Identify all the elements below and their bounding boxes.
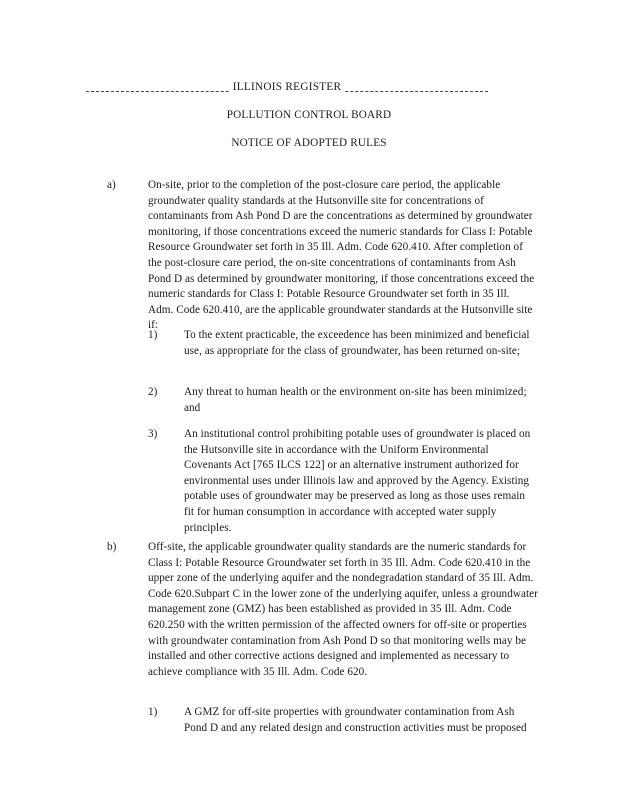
register-header [86,80,488,94]
section-b-label: b) [107,541,117,553]
item-a3-label: 3) [148,428,158,440]
section-a-text: On-site, prior to the completion of the post-closure care period, the applicable groundwater quality standards at the Hutsonville site for concentrations of contaminants from Ash Pond D are the concentrations as determined by groundwater monitoring, if those concentrations exceed the numeric standards for Class I: Potable Resource Groundwater set forth in 35 Ill. Adm. Code 620.410. After completion of the post-closure care period, the on-site concentrations of contaminants from Ash Pond D as determined by groundwater monitoring, if those concentrations exceed the numeric standards for Class I: Potable Resource Groundwater set forth in 35 Ill. Adm. Code 620.410, are the applicable groundwater standards at the Hutsonville site if: [148,179,535,332]
board-title: POLLUTION CONTROL BOARD [226,109,392,121]
notice-title: NOTICE OF ADOPTED RULES [231,137,387,149]
item-b1-text: A GMZ for off-site properties with groundwater contamination from Ash Pond D and any related design and construction activities must be proposed [184,706,527,734]
item-b1-label: 1) [148,706,158,718]
item-a2-label: 2) [148,386,158,398]
item-a1-label: 1) [148,329,158,341]
item-a2-text: Any threat to human health or the environment on-site has been minimized; and [184,386,527,414]
item-a1-text: To the extent practicable, the exceedence has been minimized and beneficial use, as appropriate for the class of groundwater, has been returned on-site; [184,329,530,357]
section-b-text: Off-site, the applicable groundwater quality standards are the numeric standards for Class I: Potable Resource Groundwater set forth in 35 Ill. Adm. Code 620.410 in the upper zone of the underlying aquifer and the nondegradation standard of 35 Ill. Adm. Code 620.Subpart C in the lower zone of the underlying aquifer, unless a groundwater management zone (GMZ) has been established as provided in 35 Ill. Adm. Code 620.250 with the written permission of the affected owners for off-site or properties with groundwater contamination from Ash Pond D so that monitoring wells may be installed and other corrective actions designed and implemented as necessary to achieve compliance with 35 Ill. Adm. Code 620. [148,541,538,678]
section-a-label: a) [107,179,116,191]
register-title: ILLINOIS REGISTER [230,81,345,93]
item-a3-text: An institutional control prohibiting potable uses of groundwater is placed on the Hutsonville site in accordance with the Uniform Environmental Covenants Act [765 ILCS 122] or an alternative instrument authorized for environmental uses under Illinois law and approved by the Agency. Existing potable uses of groundwater may be preserved as long as those uses remain fit for human consumption in accordance with accepted water supply principles. [184,428,531,534]
